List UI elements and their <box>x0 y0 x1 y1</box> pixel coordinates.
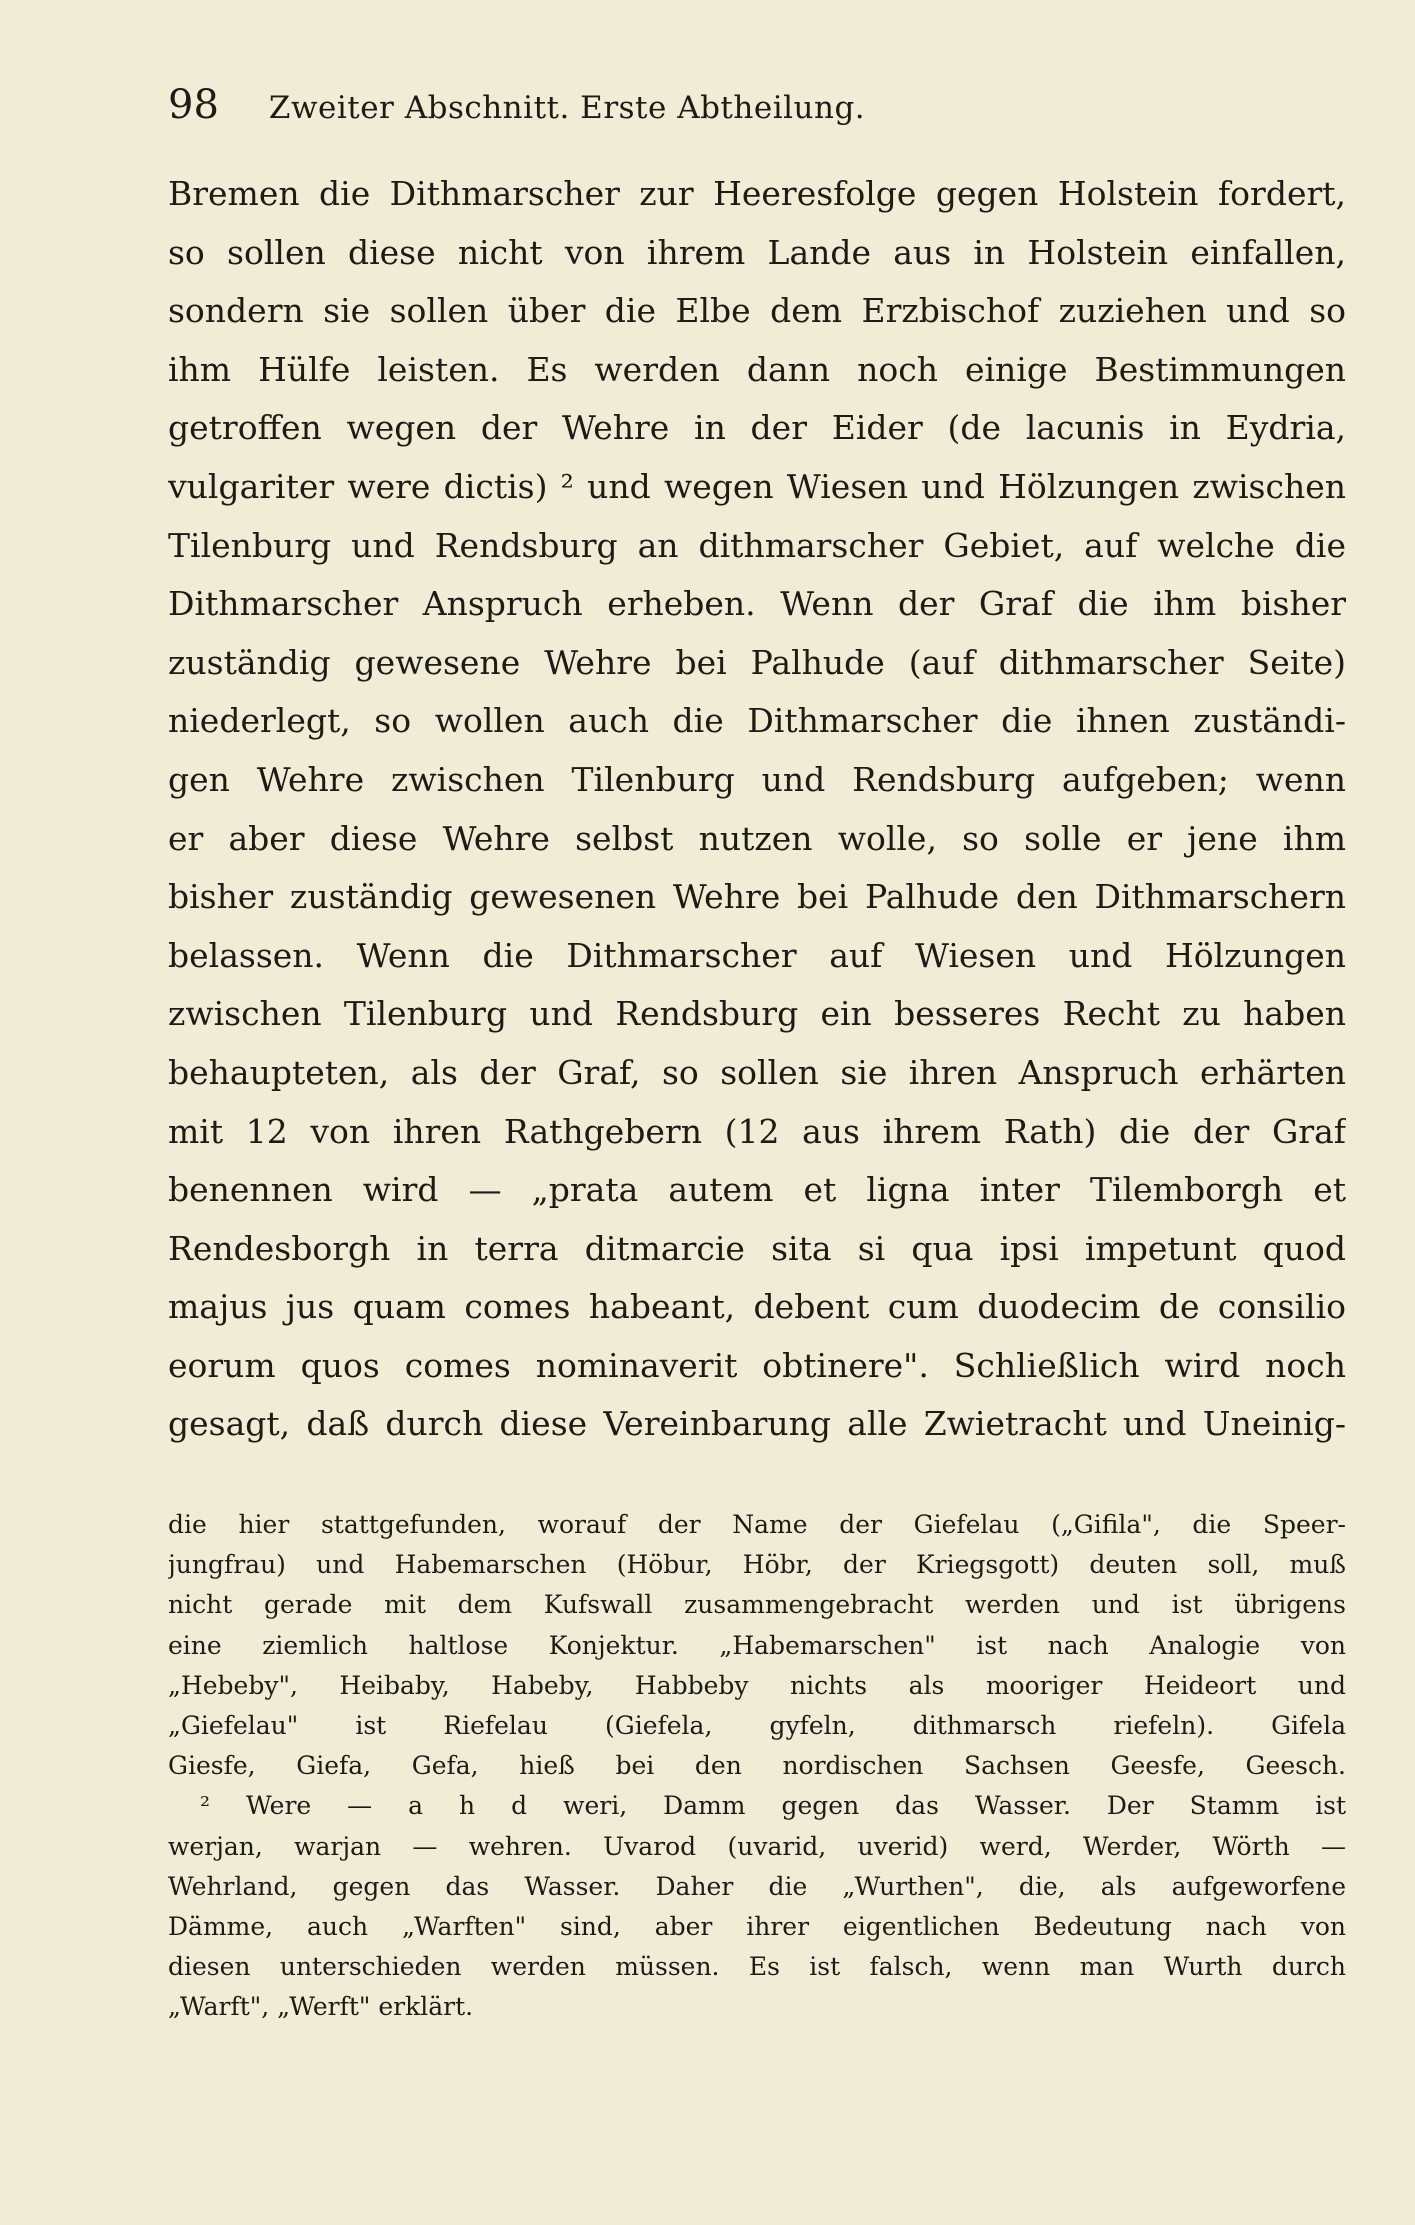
page-number: 98 <box>168 82 219 128</box>
text-line: benennen wird — „prata autem et ligna inter Tilemborgh et <box>168 1170 1346 1210</box>
footnote-line: jungfrau) und Habemarschen (Höbur, Höbr, der Kriegsgott) deuten soll, muß <box>168 1550 1346 1580</box>
footnote-line: eine ziemlich haltlose Konjektur. „Habemarschen" ist nach Analogie von <box>168 1630 1346 1660</box>
text-line: getroffen wegen der Wehre in der Eider (de lacunis in Eydria, <box>168 408 1346 448</box>
footnote-line: diesen unterschieden werden müssen. Es ist falsch, wenn man Wurth durch <box>168 1952 1346 1982</box>
text-line: gen Wehre zwischen Tilenburg und Rendsburg aufgeben; wenn <box>168 759 1346 799</box>
running-title: Zweiter Abschnitt. Erste Abtheilung. <box>268 90 866 126</box>
text-line: zwischen Tilenburg und Rendsburg ein besseres Recht zu haben <box>168 994 1346 1034</box>
text-line: belassen. Wenn die Dithmarscher auf Wiesen und Hölzungen <box>168 935 1346 975</box>
text-line: bisher zuständig gewesenen Wehre bei Palhude den Dithmarschern <box>168 877 1346 917</box>
footnote-line: nicht gerade mit dem Kufswall zusammengebracht werden und ist übrigens <box>168 1590 1346 1620</box>
footnote-line: die hier stattgefunden, worauf der Name der Giefelau („Gifila", die Speer- <box>168 1510 1346 1539</box>
page-header <box>168 82 1068 128</box>
text-line: majus jus quam comes habeant, debent cum duodecim de consilio <box>168 1287 1346 1327</box>
footnotes <box>168 1505 1346 2027</box>
footnote-2-line: ² Were — a h d weri, Damm gegen das Wasser. Der Stamm ist <box>200 1791 1346 1821</box>
footnote-line: „Giefelau" ist Riefelau (Giefela, gyfeln, dithmarsch riefeln). Gifela <box>168 1710 1346 1740</box>
text-line: mit 12 von ihren Rathgebern (12 aus ihrem Rath) die der Graf <box>168 1111 1346 1151</box>
text-line: zuständig gewesene Wehre bei Palhude (auf dithmarscher Seite) <box>168 642 1346 682</box>
footnote-line: „Warft", „Werft" erklärt. <box>168 1992 474 2022</box>
footnote-line: werjan, warjan — wehren. Uvarod (uvarid, uverid) werd, Werder, Wörth — <box>168 1831 1346 1861</box>
text-line: Dithmarscher Anspruch erheben. Wenn der Graf die ihm bisher <box>168 584 1346 624</box>
text-line: ihm Hülfe leisten. Es werden dann noch einige Bestimmungen <box>168 349 1346 389</box>
footnote-line: „Hebeby", Heibaby, Habeby, Habbeby nichts als mooriger Heideort und <box>168 1670 1346 1700</box>
text-line: behaupteten, als der Graf, so sollen sie ihren Anspruch erhärten <box>168 1052 1346 1092</box>
text-line: sondern sie sollen über die Elbe dem Erzbischof zuziehen und so <box>168 291 1346 331</box>
text-line: Rendesborgh in terra ditmarcie sita si qua ipsi impetunt quod <box>168 1228 1346 1268</box>
text-line: Tilenburg und Rendsburg an dithmarscher Gebiet, auf welche die <box>168 525 1346 565</box>
text-line: Bremen die Dithmarscher zur Heeresfolge gegen Holstein fordert, <box>168 174 1346 213</box>
text-line: vulgariter were dictis) ² und wegen Wiesen und Hölzungen zwischen <box>168 466 1346 506</box>
text-line: er aber diese Wehre selbst nutzen wolle, so solle er jene ihm <box>168 818 1346 858</box>
footnote-line: Wehrland, gegen das Wasser. Daher die „Wurthen", die, als aufgeworfene <box>168 1871 1346 1901</box>
text-line: gesagt, daß durch diese Vereinbarung alle Zwietracht und Uneinig- <box>168 1404 1346 1444</box>
main-text <box>168 165 1346 1454</box>
text-line: eorum quos comes nominaverit obtinere". Schließlich wird noch <box>168 1345 1346 1385</box>
footnote-line: Dämme, auch „Warften" sind, aber ihrer eigentlichen Bedeutung nach von <box>168 1911 1346 1941</box>
text-line: so sollen diese nicht von ihrem Lande aus in Holstein einfallen, <box>168 232 1346 272</box>
text-line: niederlegt, so wollen auch die Dithmarscher die ihnen zuständi- <box>168 701 1346 741</box>
footnote-line: Giesfe, Giefa, Gefa, hieß bei den nordischen Sachsen Geesfe, Geesch. <box>168 1751 1346 1781</box>
